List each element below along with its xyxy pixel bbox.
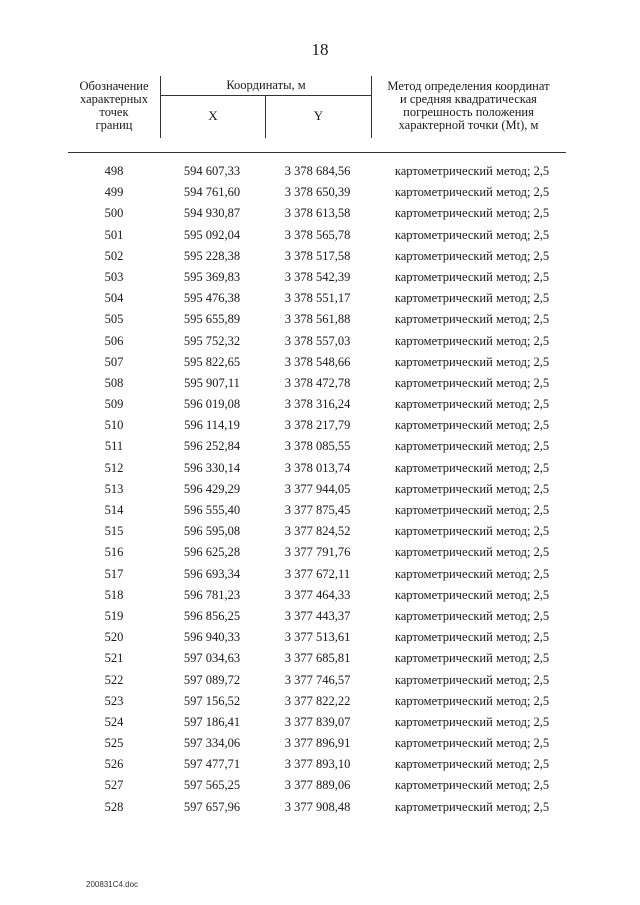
point-number-cell: 521 [104,651,124,666]
y-coordinate-cell: 3 378 316,24 [284,397,351,412]
header-text-line: точек [99,105,129,119]
method-cell: картометрический метод; 2,5 [394,608,550,623]
method-cell: картометрический метод; 2,5 [394,778,550,793]
point-designation-header [68,80,160,132]
header-text-line: погрешность положения [403,105,534,119]
method-cell: картометрический метод; 2,5 [394,460,550,475]
method-cell: картометрический метод; 2,5 [394,354,550,369]
x-coordinate-cell: 596 429,29 [183,481,241,496]
y-coordinate-cell: 3 377 791,76 [284,545,351,560]
y-coordinate-cell: 3 378 565,78 [284,227,351,242]
table-row [68,585,566,606]
point-number-cell: 524 [104,714,124,729]
table-row [68,564,566,585]
table-row [68,521,566,542]
method-cell: картометрический метод; 2,5 [394,714,550,729]
header-text-line: характерной точки (Mt), м [398,118,539,132]
method-cell: картометрический метод; 2,5 [394,291,550,306]
header-text-line: и средняя квадратическая [400,92,537,106]
table-row [68,267,566,288]
footer-filename: 200831C4.doc [86,880,139,889]
header-text-line: границ [95,118,133,132]
header-text-line: характерных [80,92,148,106]
point-number-cell: 513 [104,481,124,496]
method-cell: картометрический метод; 2,5 [394,481,550,496]
y-coordinate-cell: 3 377 824,52 [284,524,351,539]
x-coordinate-cell: 596 781,23 [183,587,241,602]
x-coordinate-cell: 595 228,38 [183,248,241,263]
point-number-cell: 500 [104,206,124,221]
x-coordinate-cell: 595 476,38 [183,291,241,306]
point-number-cell: 502 [104,248,124,263]
table-row [68,394,566,415]
table-row [68,754,566,775]
x-coordinate-cell: 597 186,41 [183,714,241,729]
point-number-cell: 504 [104,291,124,306]
point-number-cell: 522 [104,672,124,687]
x-coordinate-cell: 596 940,33 [183,630,241,645]
header-text-line: Обозначение [79,79,149,93]
x-coordinate-cell: 597 657,96 [183,799,241,814]
table-row [68,797,566,818]
method-cell: картометрический метод; 2,5 [394,799,550,814]
method-cell: картометрический метод; 2,5 [394,206,550,221]
table-header [68,76,566,138]
y-coordinate-cell: 3 378 548,66 [284,354,351,369]
y-coordinate-cell: 3 377 822,22 [284,693,351,708]
page-number: 18 [311,40,329,59]
point-number-cell: 503 [104,269,124,284]
method-cell: картометрический метод; 2,5 [394,672,550,687]
x-coordinate-cell: 596 252,84 [183,439,241,454]
x-coordinate-cell: 595 092,04 [183,227,241,242]
table-row [68,775,566,796]
y-coordinate-cell: 3 378 551,17 [284,291,351,306]
x-coordinate-cell: 596 019,08 [183,397,241,412]
method-cell: картометрический метод; 2,5 [394,736,550,751]
method-cell: картометрический метод; 2,5 [394,227,550,242]
point-number-cell: 528 [104,799,124,814]
method-cell: картометрический метод; 2,5 [394,333,550,348]
x-coordinate-cell: 596 330,14 [183,460,241,475]
y-header-label: Y [313,108,324,123]
point-number-cell: 498 [104,164,124,178]
method-cell: картометрический метод; 2,5 [394,503,550,517]
y-coordinate-cell: 3 378 085,55 [284,439,351,454]
method-cell: картометрический метод; 2,5 [394,524,550,539]
header-text-line: Метод определения координат [387,79,550,93]
point-number-cell: 526 [104,757,124,772]
y-coordinate-cell: 3 378 650,39 [284,185,351,200]
x-coordinate-cell: 595 752,32 [183,333,241,348]
x-coordinate-cell: 594 607,33 [183,164,241,178]
point-number-cell: 512 [104,460,124,475]
point-number-cell: 510 [104,418,124,433]
method-cell: картометрический метод; 2,5 [394,587,550,602]
point-number-cell: 527 [104,778,124,793]
y-coordinate-cell: 3 377 896,91 [284,736,351,751]
method-cell: картометрический метод; 2,5 [394,248,550,263]
y-coordinate-cell: 3 378 217,79 [284,418,351,433]
y-coordinate-cell: 3 377 839,07 [284,714,351,729]
method-cell: картометрический метод; 2,5 [394,312,550,327]
table-row [68,606,566,627]
point-number-cell: 507 [104,354,124,369]
method-cell: картометрический метод; 2,5 [394,757,550,772]
table-row [68,203,566,224]
point-number-cell: 501 [104,227,124,242]
table-row [68,458,566,479]
point-number-cell: 508 [104,375,124,390]
table-row [68,436,566,457]
table-row [68,500,566,521]
y-coordinate-cell: 3 377 908,48 [284,799,351,814]
table-row [68,670,566,691]
y-coordinate-cell: 3 377 685,81 [284,651,351,666]
table-row [68,627,566,648]
table-row [68,288,566,309]
point-number-cell: 520 [104,630,124,645]
x-coordinate-cell: 597 034,63 [183,651,241,666]
point-number-cell: 514 [104,503,124,517]
point-number-cell: 523 [104,693,124,708]
method-cell: картометрический метод; 2,5 [394,375,550,390]
table-row [68,182,566,203]
x-coordinate-cell: 594 761,60 [183,185,241,200]
y-coordinate-cell: 3 377 875,45 [284,503,351,517]
method-cell: картометрический метод; 2,5 [394,418,550,433]
x-coordinate-cell: 596 856,25 [183,608,241,623]
method-cell: картометрический метод; 2,5 [394,651,550,666]
y-column-header [266,95,371,138]
table-row [68,691,566,712]
method-cell: картометрический метод; 2,5 [394,185,550,200]
table-row [68,733,566,754]
point-number-cell: 515 [104,524,124,539]
point-number-cell: 518 [104,587,124,602]
y-coordinate-cell: 3 377 672,11 [284,566,351,581]
point-number-cell: 519 [104,608,124,623]
table-row [68,225,566,246]
y-coordinate-cell: 3 377 746,57 [284,672,351,687]
x-column-header [161,95,266,138]
point-number-cell: 506 [104,333,124,348]
method-cell: картометрический метод; 2,5 [394,439,550,454]
y-coordinate-cell: 3 378 613,58 [284,206,351,221]
x-coordinate-cell: 595 369,83 [183,269,241,284]
point-number-cell: 516 [104,545,124,560]
x-coordinate-cell: 595 655,89 [183,312,241,327]
x-coordinate-cell: 596 625,28 [183,545,241,560]
x-coordinate-cell: 596 555,40 [183,503,241,517]
y-coordinate-cell: 3 378 542,39 [284,269,351,284]
point-number-cell: 517 [104,566,124,581]
y-coordinate-cell: 3 377 893,10 [284,757,351,772]
table-row [68,161,566,182]
point-number-cell: 499 [104,185,124,200]
point-number-cell: 511 [104,439,124,454]
x-coordinate-cell: 594 930,87 [183,206,241,221]
method-cell: картометрический метод; 2,5 [394,164,550,178]
table-row [68,415,566,436]
coordinates-header-group [160,76,372,138]
x-coordinate-cell: 597 565,25 [183,778,241,793]
y-coordinate-cell: 3 378 561,88 [284,312,351,327]
method-cell: картометрический метод; 2,5 [394,566,550,581]
y-coordinate-cell: 3 378 517,58 [284,248,351,263]
table-row [68,712,566,733]
method-header [371,80,566,132]
method-cell: картометрический метод; 2,5 [394,693,550,708]
method-cell: картометрический метод; 2,5 [394,397,550,412]
y-coordinate-cell: 3 378 472,78 [284,375,351,390]
y-coordinate-cell: 3 377 889,06 [284,778,351,793]
x-coordinate-cell: 597 477,71 [183,757,241,772]
y-coordinate-cell: 3 377 513,61 [284,630,351,645]
x-coordinate-cell: 597 334,06 [183,736,241,751]
method-cell: картометрический метод; 2,5 [394,545,550,560]
method-cell: картометрический метод; 2,5 [394,630,550,645]
x-coordinate-cell: 596 114,19 [184,418,240,433]
table-row [68,479,566,500]
x-coordinate-cell: 595 822,65 [183,354,241,369]
x-header-label: X [208,108,218,123]
y-coordinate-cell: 3 377 944,05 [284,481,351,496]
table-row [68,373,566,394]
point-number-cell: 509 [104,397,124,412]
x-coordinate-cell: 596 595,08 [183,524,241,539]
x-coordinate-cell: 597 156,52 [183,693,241,708]
coordinates-header: Координаты, м [161,76,371,96]
table-body [68,161,566,818]
table-row [68,309,566,330]
y-coordinate-cell: 3 377 443,37 [284,608,351,623]
table-row [68,648,566,669]
y-coordinate-cell: 3 378 557,03 [284,333,351,348]
table-row [68,246,566,267]
table-row [68,352,566,373]
method-cell: картометрический метод; 2,5 [394,269,550,284]
x-coordinate-cell: 596 693,34 [183,566,241,581]
point-number-cell: 525 [104,736,124,751]
header-divider [68,152,566,153]
x-coordinate-cell: 597 089,72 [183,672,241,687]
point-number-cell: 505 [104,312,124,327]
y-coordinate-cell: 3 378 684,56 [284,164,351,178]
x-coordinate-cell: 595 907,11 [184,375,240,390]
table-row [68,331,566,352]
y-coordinate-cell: 3 377 464,33 [284,587,351,602]
table-row [68,542,566,563]
y-coordinate-cell: 3 378 013,74 [284,460,351,475]
